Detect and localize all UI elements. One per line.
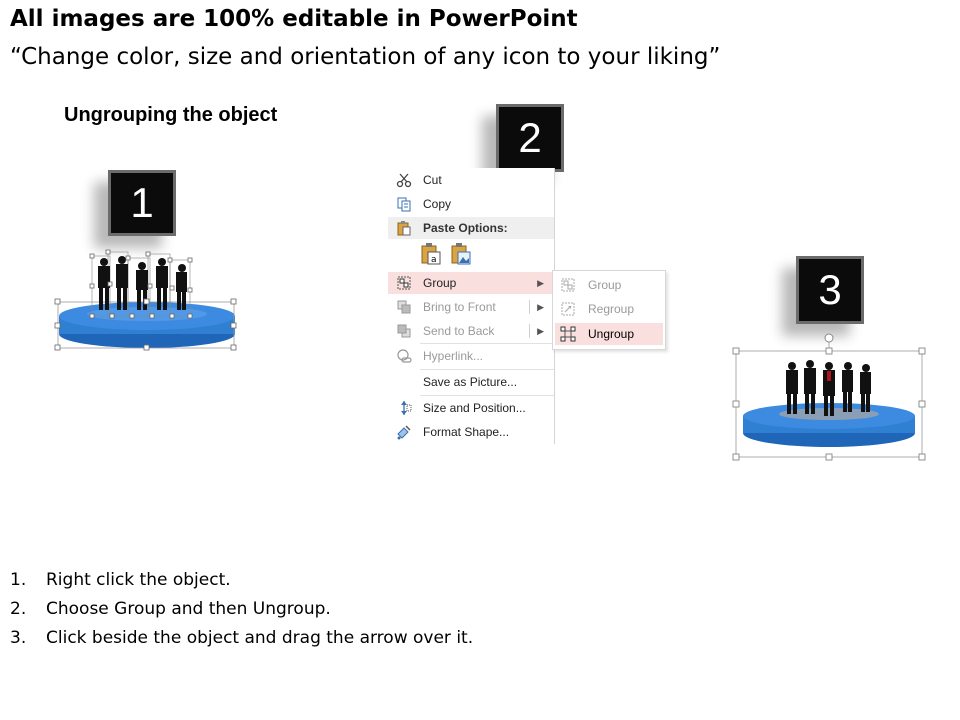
menu-item-hyperlink[interactable]: Hyperlink...	[388, 345, 554, 367]
format-shape-icon	[394, 424, 414, 440]
menu-item-cut[interactable]: Cut	[388, 169, 554, 191]
scissors-icon	[394, 172, 414, 188]
menu-item-paste-options: Paste Options:	[388, 217, 554, 239]
menu-item-copy[interactable]: Copy	[388, 193, 554, 215]
copy-icon	[394, 196, 414, 212]
submenu-item-ungroup[interactable]: Ungroup	[555, 323, 663, 345]
step-item-1: 1. Right click the object.	[10, 570, 231, 590]
menu-item-group[interactable]: Group ▶	[388, 272, 554, 294]
ungrouped-podium-object[interactable]	[730, 330, 930, 464]
step-badge-2: 2	[496, 104, 564, 172]
group-submenu	[552, 270, 666, 350]
menu-item-size-and-position[interactable]: Size and Position...	[388, 397, 554, 419]
hyperlink-icon	[394, 348, 414, 364]
bring-to-front-icon	[394, 299, 414, 315]
regroup-icon	[558, 301, 578, 317]
menu-item-bring-to-front[interactable]: Bring to Front ▶	[388, 296, 554, 318]
ungroup-icon	[558, 326, 578, 342]
submenu-item-group[interactable]: Group	[555, 274, 663, 296]
menu-separator	[420, 343, 554, 344]
menu-separator	[420, 395, 554, 396]
step-item-2: 2. Choose Group and then Ungroup.	[10, 599, 331, 619]
rotate-handle-icon	[825, 334, 833, 342]
group-icon	[558, 277, 578, 293]
send-to-back-icon	[394, 323, 414, 339]
menu-separator	[420, 369, 554, 370]
paste-option-buttons	[420, 242, 472, 269]
section-title: Ungrouping the object	[64, 104, 278, 126]
grouped-podium-object[interactable]	[52, 248, 242, 358]
page-subtitle: “Change color, size and orientation of any icon to your liking”	[10, 44, 721, 70]
instruction-steps	[10, 570, 473, 657]
step-badge-3: 3	[796, 256, 864, 324]
paste-keep-formatting-icon[interactable]	[420, 242, 442, 269]
size-position-icon	[394, 400, 414, 416]
chevron-right-icon: ▶	[537, 325, 544, 336]
paste-as-picture-icon[interactable]	[450, 242, 472, 269]
page-title: All images are 100% editable in PowerPoint	[10, 6, 578, 32]
step-item-3: 3. Click beside the object and drag the arrow over it.	[10, 628, 474, 648]
submenu-item-regroup[interactable]: Regroup	[555, 298, 663, 320]
group-icon	[394, 275, 414, 291]
chevron-right-icon: ▶	[537, 301, 544, 312]
menu-item-send-to-back[interactable]: Send to Back ▶	[388, 320, 554, 342]
step-badge-1: 1	[108, 170, 176, 236]
svg-text:a: a	[431, 255, 437, 265]
chevron-right-icon: ▶	[537, 277, 544, 288]
context-menu	[388, 168, 555, 444]
paste-icon	[394, 220, 414, 236]
menu-item-format-shape[interactable]: Format Shape...	[388, 421, 554, 443]
menu-item-save-as-picture[interactable]: Save as Picture...	[423, 375, 518, 389]
